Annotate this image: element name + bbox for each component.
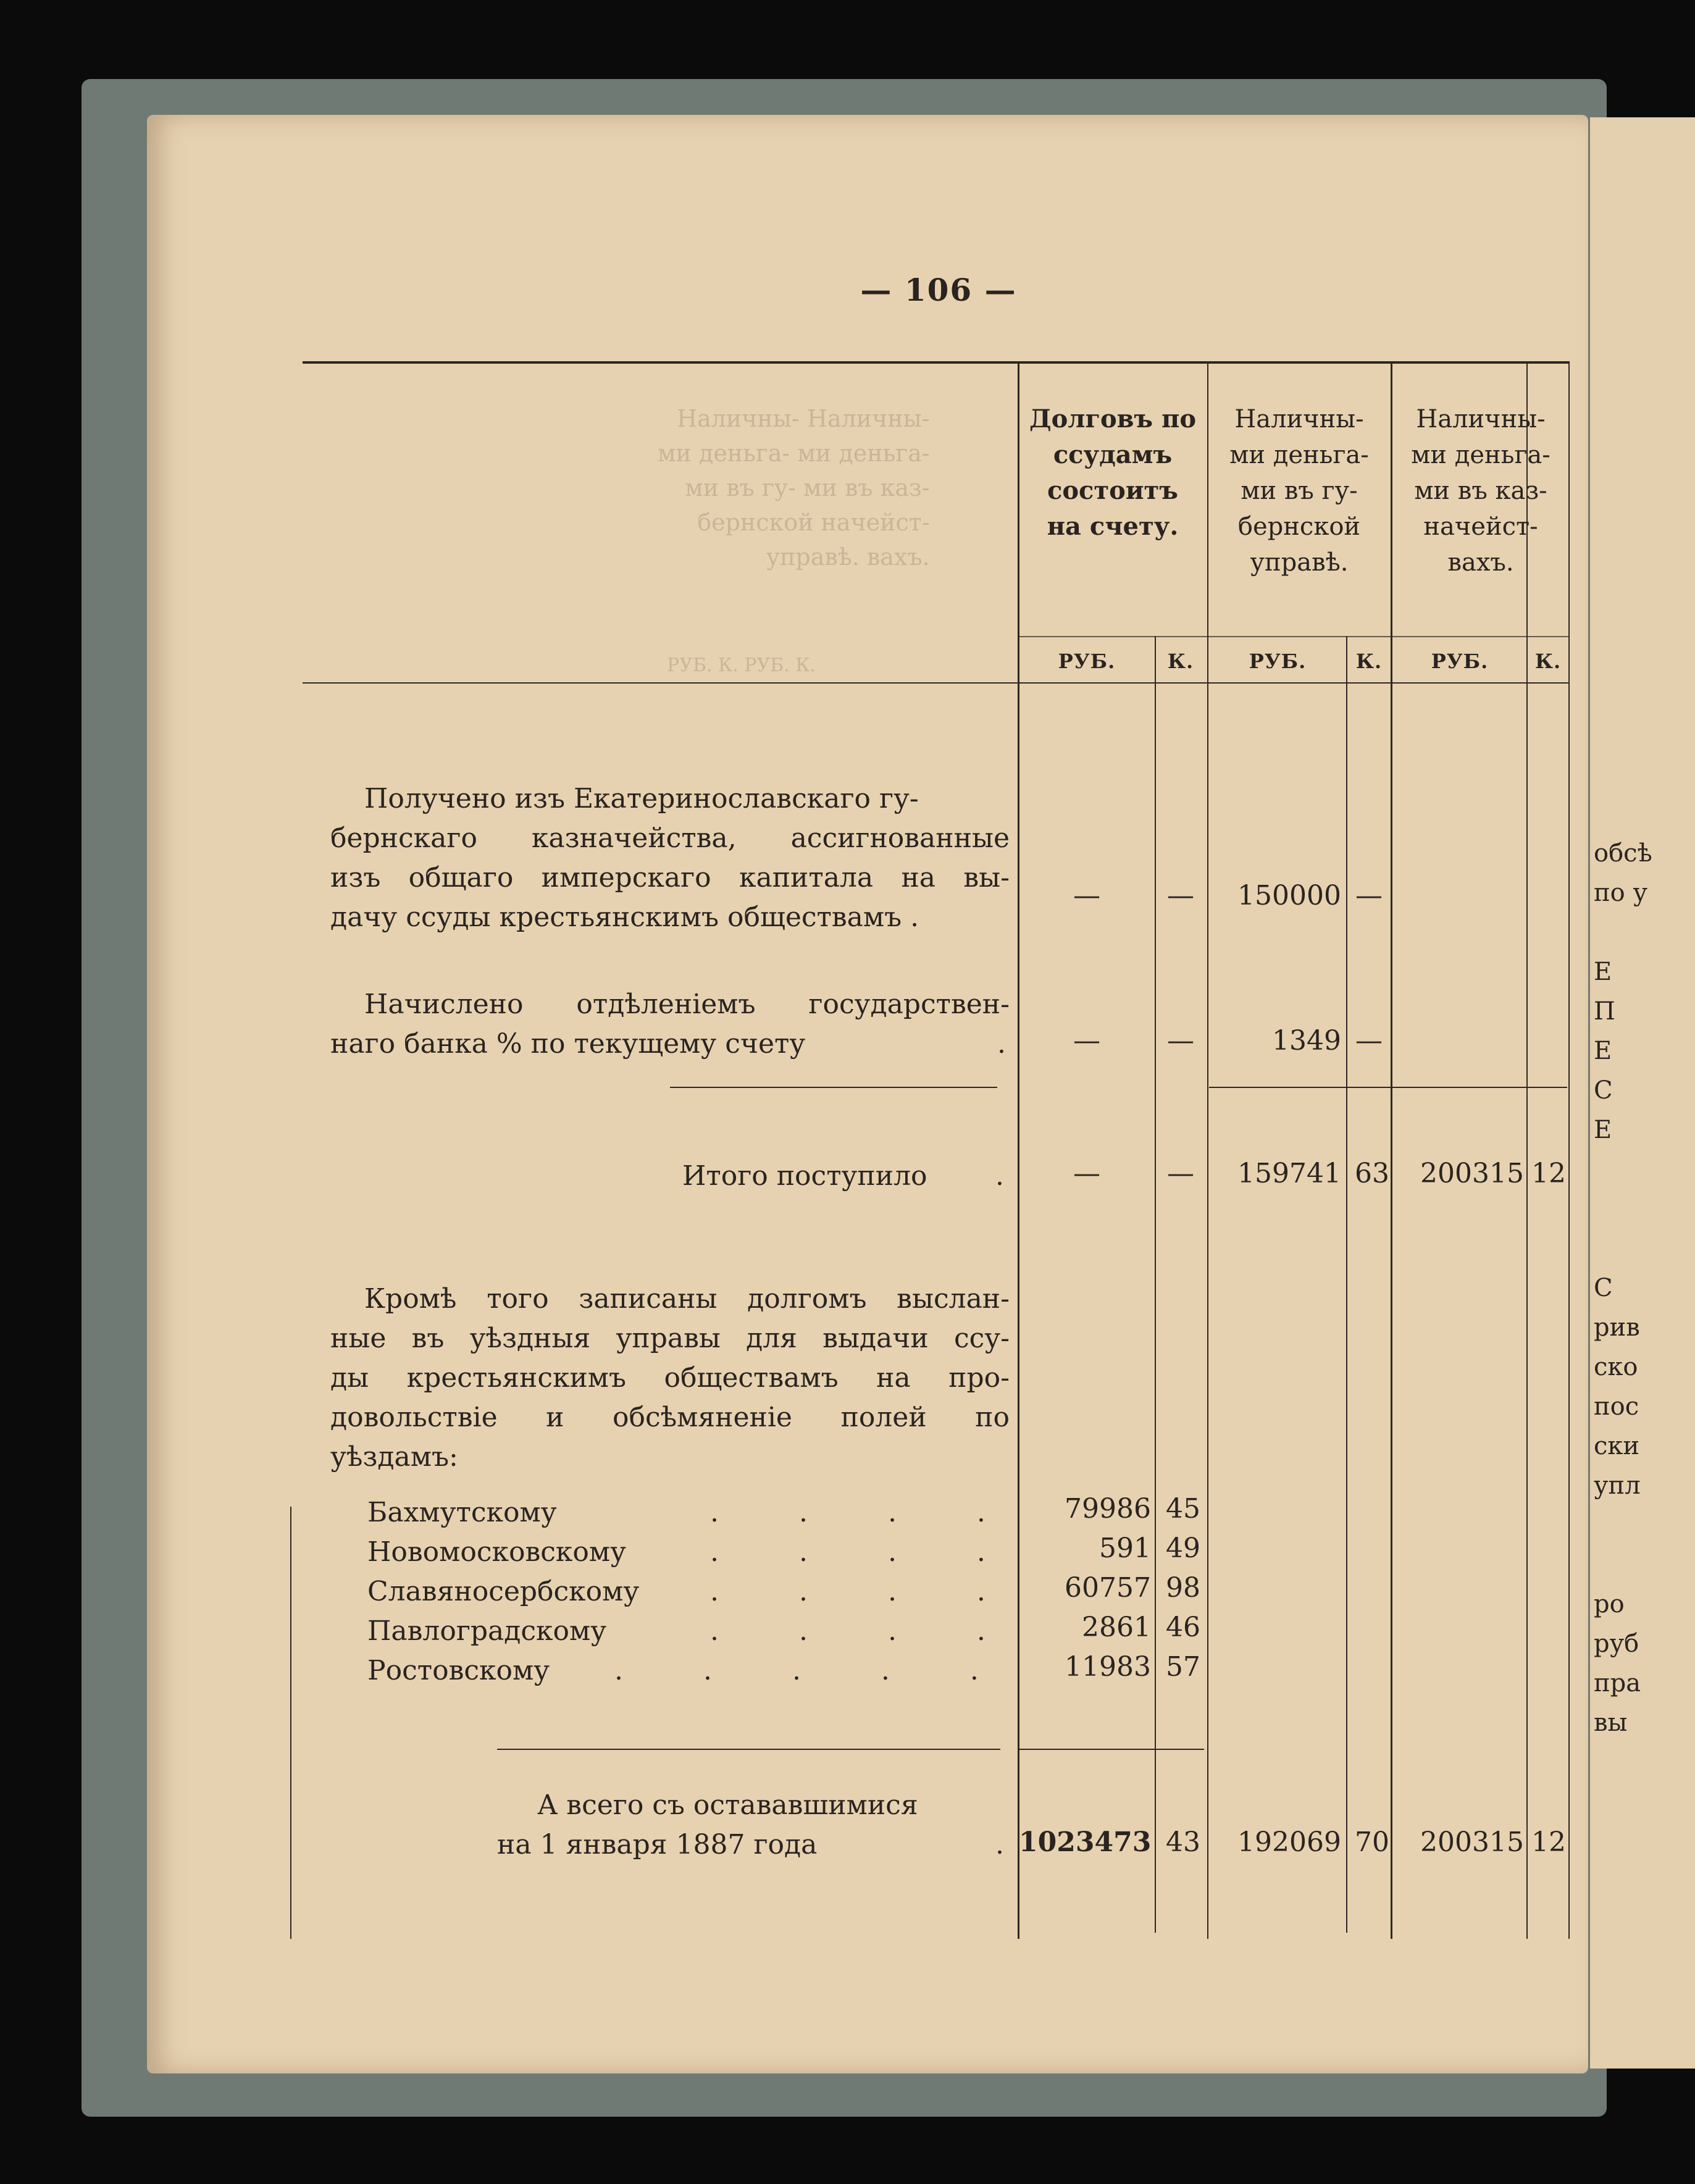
district-rub: 60757 — [1065, 1572, 1151, 1604]
kop-divider-2 — [1346, 636, 1347, 1933]
kop-divider-3 — [1568, 361, 1570, 1939]
unit-rub-3: РУБ. — [1431, 650, 1489, 673]
received-gub-rub: 150000 — [1237, 880, 1341, 911]
column-divider-1 — [1018, 361, 1019, 1939]
district-name: Бахмутскому — [367, 1497, 557, 1528]
adjacent-page — [1590, 117, 1695, 2069]
header-cash-gubernia: Наличны- ми деньга- ми въ гу- бернской управѣ. — [1229, 405, 1369, 577]
grand-total-debt: 1023473 — [1019, 1826, 1152, 1858]
district-rub: 11983 — [1065, 1651, 1151, 1683]
district-name: Павлоградскому — [367, 1615, 607, 1647]
grand-total-gub-rub: 192069 — [1237, 1826, 1341, 1858]
grand-total-kazn-kop: 12 — [1531, 1826, 1566, 1858]
district-rub: 2861 — [1082, 1612, 1151, 1643]
bleed-through-units: РУБ. К. РУБ. К. — [667, 655, 816, 676]
subtotal-rule-numbers — [1209, 1087, 1567, 1088]
total-kazn-kop: 12 — [1531, 1158, 1566, 1189]
accrued-gub-kop: — — [1355, 1025, 1383, 1056]
grand-total-line1: А всего съ остававшимися — [537, 1789, 918, 1821]
column-divider-2 — [1207, 361, 1208, 1939]
grand-total-debt-kop: 43 — [1166, 1826, 1200, 1858]
left-table-edge — [290, 1507, 291, 1939]
unit-rub-1: РУБ. — [1058, 650, 1116, 673]
accrued-debt-kop: — — [1167, 1025, 1194, 1056]
header-debt-loans: Долговъ по ссудамъ состоитъ на счету. — [1029, 404, 1196, 541]
grand-total-line2: на 1 января 1887 года — [497, 1829, 818, 1860]
district-kop: 46 — [1166, 1612, 1200, 1643]
unit-kop-1: К. — [1167, 650, 1194, 673]
district-kop: 45 — [1166, 1493, 1200, 1525]
page-number: — 106 — — [860, 272, 1017, 308]
grand-total-gub-kop: 70 — [1355, 1826, 1389, 1858]
accrued-gub-rub: 1349 — [1272, 1025, 1341, 1056]
header-bottom-rule — [303, 682, 1570, 684]
kop-divider-1 — [1155, 636, 1156, 1933]
unit-kop-3: К. — [1534, 650, 1562, 673]
district-kop: 57 — [1166, 1651, 1200, 1683]
received-debt-kop: — — [1167, 880, 1194, 911]
received-gub-kop: — — [1355, 880, 1383, 911]
district-name: Новомосковскому — [367, 1536, 626, 1568]
received-debt: — — [1073, 880, 1100, 911]
accrued-debt: — — [1073, 1025, 1100, 1056]
district-kop: 49 — [1166, 1533, 1200, 1564]
header-cash-treasury: Наличны- ми деньга- ми въ каз- начейст- вахъ. — [1411, 405, 1551, 577]
district-rub: 79986 — [1065, 1493, 1151, 1525]
adjacent-page-text: обсѣ по у Е П Е С Е С рив ско пос ски упл ро руб пра вы — [1594, 839, 1652, 1737]
grand-total-rule-text — [497, 1749, 1000, 1750]
grand-total-rule-numbers — [1019, 1749, 1204, 1750]
district-kop: 98 — [1166, 1572, 1200, 1604]
total-gub-kop: 63 — [1355, 1158, 1389, 1189]
total-gub-rub: 159741 — [1237, 1158, 1341, 1189]
district-rub: 591 — [1099, 1533, 1151, 1564]
total-received-label: Итого поступило — [682, 1160, 927, 1192]
bleed-through-header: Наличны- Наличны- ми деньга- ми деньга- ми въ гу- ми въ каз- бернской начейст- управѣ. вахъ. — [658, 405, 930, 571]
district-name: Славяносербскому — [367, 1576, 640, 1607]
total-kazn-rub: 200315 — [1420, 1158, 1524, 1189]
column-divider-4 — [1526, 361, 1528, 1939]
total-debt-kop: — — [1167, 1158, 1194, 1189]
unit-kop-2: К. — [1355, 650, 1383, 673]
grand-total-kazn-rub: 200315 — [1420, 1826, 1524, 1858]
unit-row-rule — [1018, 636, 1568, 637]
unit-rub-2: РУБ. — [1249, 650, 1307, 673]
table-top-rule — [303, 361, 1570, 364]
district-name: Ростовскому — [367, 1655, 550, 1686]
subtotal-rule-text — [670, 1087, 997, 1088]
total-debt: — — [1073, 1158, 1100, 1189]
column-divider-3 — [1391, 361, 1392, 1939]
